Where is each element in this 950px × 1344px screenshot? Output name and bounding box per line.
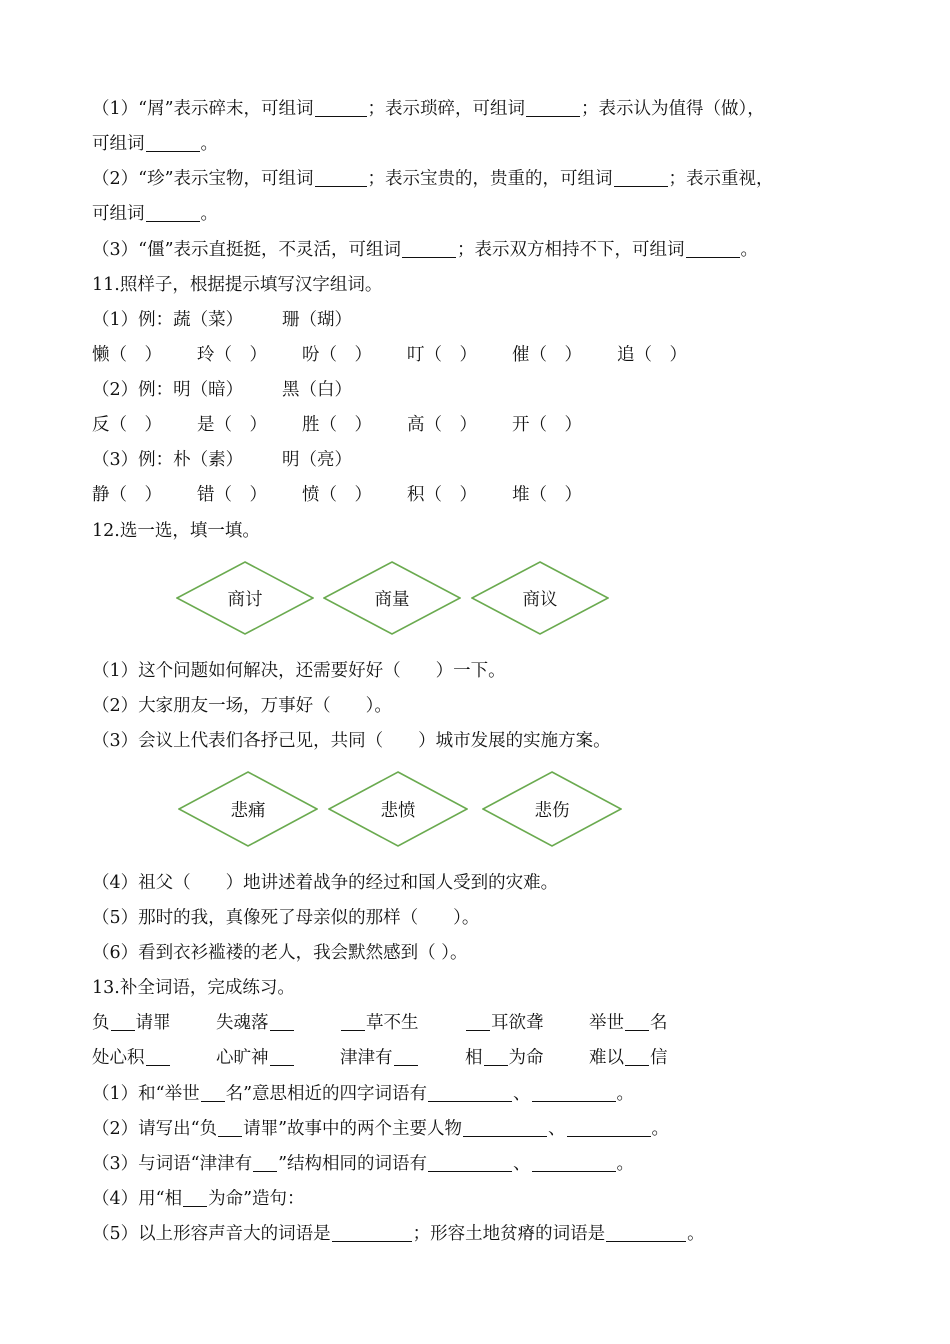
q10-text: （1）“屑”表示碎末，可组词 <box>92 99 314 119</box>
answer-blank[interactable] <box>270 1047 294 1066</box>
q13-question-4 <box>92 1187 305 1211</box>
q10-text: （3）“僵”表示直挺挺，不灵活，可组词 <box>92 240 402 260</box>
q13-question-2 <box>92 1117 669 1141</box>
fill-item[interactable]: 胜（ ） <box>302 415 372 435</box>
idiom-item <box>340 1011 419 1035</box>
q10-text: 可组词 <box>92 134 145 154</box>
answer-blank[interactable] <box>567 1118 651 1137</box>
example-text: （3）例：朴（素） <box>92 450 244 470</box>
answer-blank[interactable] <box>146 1047 170 1066</box>
q13-text: 、 <box>513 1084 531 1104</box>
idiom-part: 草不生 <box>366 1013 419 1033</box>
q10-line-5 <box>92 238 758 262</box>
q10-text: ；表示重视， <box>668 169 774 189</box>
answer-blank[interactable] <box>218 1118 242 1137</box>
q12-title: 12.选一选，填一填。 <box>92 521 260 541</box>
answer-blank[interactable] <box>111 1012 135 1031</box>
q11-example-row-1 <box>92 308 852 332</box>
q11-example-row-2 <box>92 378 852 402</box>
fill-item[interactable]: 高（ ） <box>407 415 477 435</box>
q10-line-1 <box>92 97 765 121</box>
choice-word: 商讨 <box>227 589 263 610</box>
example-text: （2）例：明（暗） <box>92 380 244 400</box>
fill-item[interactable]: 吩（ ） <box>302 345 372 365</box>
idiom-part: 举世 <box>589 1013 624 1033</box>
q13-text: 。 <box>651 1119 670 1139</box>
answer-blank[interactable] <box>394 1047 418 1066</box>
q13-text: 。 <box>616 1084 635 1104</box>
q10-text: ；表示认为值得（做）， <box>581 99 765 119</box>
fill-item[interactable]: 开（ ） <box>512 415 582 435</box>
answer-blank[interactable] <box>201 1083 225 1102</box>
q11-title: 11.照样子，根据提示填写汉字组词。 <box>92 275 383 295</box>
idiom-item <box>216 1046 295 1070</box>
choice-word: 商量 <box>374 589 410 610</box>
choice-word: 悲愤 <box>380 800 416 821</box>
q10-text: 。 <box>200 134 218 154</box>
q13-question-1 <box>92 1082 634 1106</box>
q13-text: （1）和“举世 <box>92 1084 200 1104</box>
fill-item[interactable]: 懒（ ） <box>92 345 162 365</box>
answer-blank[interactable] <box>614 168 668 187</box>
idiom-item <box>340 1046 419 1070</box>
fill-item[interactable]: 积（ ） <box>407 485 477 505</box>
answer-blank[interactable] <box>332 1223 412 1242</box>
q10-line-2 <box>92 132 218 156</box>
word-choice-diamond <box>323 561 461 635</box>
q10-text: 。 <box>740 240 759 260</box>
q10-text: ；表示双方相持不下，可组词 <box>457 240 685 260</box>
idiom-part: 耳欲聋 <box>491 1013 544 1033</box>
q12-sentence-4: （4）祖父（ ）地讲述着战争的经过和国人受到的灾难。 <box>92 873 559 893</box>
word-choice-diamond <box>328 771 468 847</box>
fill-item[interactable]: 玲（ ） <box>197 345 267 365</box>
q13-text: 请罪”故事中的两个主要人物 <box>243 1119 463 1139</box>
idiom-part: 失魂落 <box>216 1013 269 1033</box>
idiom-item <box>465 1046 544 1070</box>
idiom-part: 处心积 <box>92 1048 145 1068</box>
q11-example-row-3 <box>92 448 852 472</box>
q13-text: 。 <box>616 1154 635 1174</box>
q13-title: 13.补全词语，完成练习。 <box>92 978 295 998</box>
idiom-part: 津津有 <box>340 1048 393 1068</box>
word-choice-diamond <box>471 561 609 635</box>
word-choice-diamond <box>482 771 622 847</box>
q13-question-5 <box>92 1222 705 1246</box>
word-choice-diamond <box>176 561 314 635</box>
q13-text: （4）用“相 <box>92 1189 183 1209</box>
idiom-item <box>92 1046 171 1070</box>
idiom-part: 信 <box>650 1048 668 1068</box>
idiom-part: 难以 <box>589 1048 624 1068</box>
fill-item[interactable]: 错（ ） <box>197 485 267 505</box>
idiom-part: 相 <box>465 1048 483 1068</box>
q13-text: 名”意思相近的四字词语有 <box>225 1084 428 1104</box>
q10-text: ；表示琐碎，可组词 <box>367 99 526 119</box>
q11-item-row-1 <box>92 343 852 367</box>
q13-text: （5）以上形容声音大的词语是 <box>92 1224 331 1244</box>
idiom-part: 负 <box>92 1013 110 1033</box>
q10-text: （2）“珍”表示宝物，可组词 <box>92 169 314 189</box>
example-text: 黑（白） <box>282 380 352 400</box>
idiom-part: 为命 <box>508 1048 544 1068</box>
q13-text: 为命”造句： <box>208 1189 305 1209</box>
q11-item-row-2 <box>92 413 852 437</box>
example-text: （1）例：蔬（菜） <box>92 310 244 330</box>
answer-blank[interactable] <box>253 1153 277 1172</box>
q12-sentence-1: （1）这个问题如何解决，还需要好好（ ）一下。 <box>92 661 506 681</box>
q10-text: 可组词 <box>92 204 145 224</box>
idiom-part: 心旷神 <box>216 1048 269 1068</box>
q11-item-row-3 <box>92 483 852 507</box>
answer-blank[interactable] <box>146 203 200 222</box>
word-choice-diamond <box>178 771 318 847</box>
q13-text: 、 <box>513 1154 531 1174</box>
answer-blank[interactable] <box>402 239 456 258</box>
q13-question-3 <box>92 1152 634 1176</box>
answer-blank[interactable] <box>463 1118 547 1137</box>
idiom-part: 请罪 <box>135 1013 171 1033</box>
q13-text: （2）请写出“负 <box>92 1119 218 1139</box>
idiom-item <box>589 1046 668 1070</box>
answer-blank[interactable] <box>532 1153 616 1172</box>
fill-item[interactable]: 愤（ ） <box>302 485 372 505</box>
fill-item[interactable]: 反（ ） <box>92 415 162 435</box>
fill-item[interactable]: 催（ ） <box>512 345 582 365</box>
q12-sentence-3: （3）会议上代表们各抒己见，共同（ ）城市发展的实施方案。 <box>92 731 611 751</box>
answer-blank[interactable] <box>428 1083 512 1102</box>
idiom-part: 名 <box>650 1013 668 1033</box>
q13-text: ；形容土地贫瘠的词语是 <box>412 1224 606 1244</box>
answer-blank[interactable] <box>532 1083 616 1102</box>
q10-line-3 <box>92 167 774 191</box>
q10-text: 。 <box>200 204 218 224</box>
answer-blank[interactable] <box>686 239 740 258</box>
answer-blank[interactable] <box>428 1153 512 1172</box>
answer-blank[interactable] <box>146 133 200 152</box>
q13-idiom-row-2 <box>92 1046 852 1070</box>
answer-blank[interactable] <box>526 98 580 117</box>
q13-text: 、 <box>548 1119 566 1139</box>
idiom-item <box>216 1011 295 1035</box>
q10-text: ；表示宝贵的，贵重的，可组词 <box>367 169 613 189</box>
answer-blank[interactable] <box>183 1188 207 1207</box>
choice-word: 商议 <box>522 589 558 610</box>
answer-blank[interactable] <box>315 98 367 117</box>
idiom-item <box>465 1011 544 1035</box>
q12-sentence-5: （5）那时的我，真像死了母亲似的那样（ ）。 <box>92 908 480 928</box>
fill-item[interactable]: 追（ ） <box>617 345 687 365</box>
fill-item[interactable]: 是（ ） <box>197 415 267 435</box>
answer-blank[interactable] <box>484 1047 508 1066</box>
fill-item[interactable]: 叮（ ） <box>407 345 477 365</box>
fill-item[interactable]: 静（ ） <box>92 485 162 505</box>
q12-sentence-2: （2）大家朋友一场，万事好（ ）。 <box>92 696 392 716</box>
q13-text: 。 <box>687 1224 705 1244</box>
answer-blank[interactable] <box>341 1012 365 1031</box>
answer-blank[interactable] <box>315 168 367 187</box>
q13-idiom-row-1 <box>92 1011 852 1035</box>
q13-text: （3）与词语“津津有 <box>92 1154 253 1174</box>
q12-sentence-6: （6）看到衣衫褴褛的老人，我会默然感到（ ）。 <box>92 943 468 963</box>
example-text: 珊（瑚） <box>282 310 352 330</box>
q10-line-4 <box>92 202 218 226</box>
fill-item[interactable]: 堆（ ） <box>512 485 582 505</box>
idiom-item <box>92 1011 171 1035</box>
answer-blank[interactable] <box>466 1012 490 1031</box>
answer-blank[interactable] <box>625 1012 649 1031</box>
answer-blank[interactable] <box>270 1012 294 1031</box>
answer-blank[interactable] <box>606 1223 686 1242</box>
idiom-item <box>589 1011 668 1035</box>
q13-text: ”结构相同的词语有 <box>278 1154 428 1174</box>
choice-word: 悲伤 <box>534 800 570 821</box>
answer-blank[interactable] <box>625 1047 649 1066</box>
example-text: 明（亮） <box>282 450 352 470</box>
choice-word: 悲痛 <box>230 800 266 821</box>
